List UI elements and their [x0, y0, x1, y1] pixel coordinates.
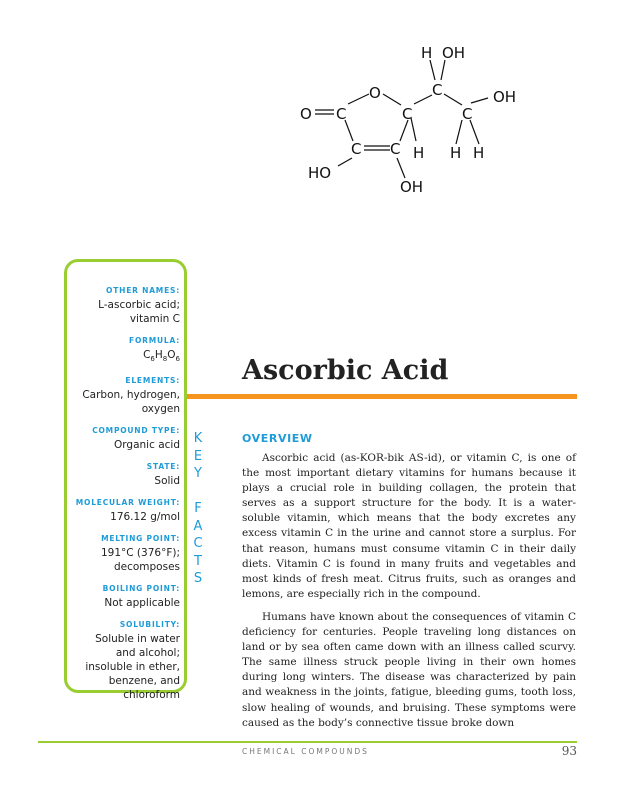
atom-c1: C [336, 105, 347, 123]
fact-other-names [73, 286, 180, 326]
fact-value: Carbon, hydrogen, oxygen [82, 389, 180, 416]
fact-value: Soluble in water and alcohol; insoluble in ether, benzene, and chloroform [85, 633, 180, 702]
atom-c5: C [432, 81, 443, 99]
atom-c3: C [390, 140, 401, 158]
atom-ho-left: HO [308, 164, 332, 182]
page-number: 93 [561, 744, 577, 758]
atom-h-ring: H [413, 144, 425, 162]
footer-rule [38, 741, 577, 743]
atom-h-bottom-1: H [450, 144, 462, 162]
atom-oh-right: OH [493, 88, 517, 106]
fact-label: FORMULA: [129, 336, 180, 345]
atom-oh-bottom: OH [400, 178, 424, 196]
fact-label: BOILING POINT: [102, 584, 180, 594]
key-facts-sidebar [64, 259, 187, 702]
ascorbic-acid-structure-diagram [290, 38, 530, 198]
fact-formula [73, 336, 180, 366]
fact-melting-point [73, 534, 180, 574]
atom-oh-top: OH [442, 44, 466, 62]
fact-label: SOLUBILITY: [119, 620, 180, 630]
section-heading: OVERVIEW [242, 432, 313, 445]
fact-label: OTHER NAMES: [106, 286, 180, 295]
fact-value: Organic acid [114, 439, 180, 452]
fact-molecular-weight [73, 498, 180, 524]
key-facts-vertical-label: K E Y F A C T S [193, 431, 203, 586]
fact-value: Solid [154, 475, 180, 488]
fact-label: MOLECULAR WEIGHT: [75, 498, 180, 508]
fact-elements [73, 376, 180, 416]
page-title: Ascorbic Acid [242, 355, 449, 386]
atom-h-top: H [421, 44, 433, 62]
fact-compound-type [73, 426, 180, 452]
footer-book-title: CHEMICAL COMPOUNDS [242, 747, 369, 756]
fact-label: COMPOUND TYPE: [92, 426, 180, 436]
atom-c2: C [351, 140, 362, 158]
title-divider [187, 394, 577, 399]
article-body [242, 451, 576, 739]
fact-state [73, 462, 180, 488]
fact-boiling-point [73, 584, 180, 610]
fact-value: 176.12 g/mol [110, 511, 180, 524]
fact-value: L-ascorbic acid; vitamin C [98, 299, 180, 325]
fact-label: ELEMENTS: [125, 376, 180, 386]
formula-value: $C_6H_8O_6$ [143, 349, 180, 364]
atom-o-carbonyl: O [300, 105, 312, 123]
atom-c6: C [462, 105, 473, 123]
atom-o-ring: O [369, 84, 381, 102]
paragraph: Humans have known about the consequences of vitamin C deficiency for centuries. People traveling long distances on land or by sea often came down with an illness called scurvy. The same illness struck people living in their own homes during long winters. The disease was characterized by pain and weakness in the joints, fatigue, bleeding gums, tooth loss, slow healing of wounds, and bruising. These symptoms were caused as the body’s connective tissue broke down [242, 610, 576, 729]
fact-value: 191°C (376°F); decomposes [100, 547, 180, 574]
fact-solubility [73, 620, 180, 702]
atom-c4: C [402, 105, 413, 123]
paragraph: Ascorbic acid (as-KOR-bik AS-id), or vitamin C, is one of the most important dietary vitamins for humans because it plays a crucial role in building collagen, the protein that serves as a support structure for the body. It is a water-soluble vitamin, which means that the body excretes any excess vitamin C in the urine and cannot store a surplus. For that reason, humans must consume vitamin C in their daily diets. Vitamin C is found in many fruits and vegetables and most kinds of fresh meat. Citrus fruits, such as oranges and lemons, are especially rich in the compound. [242, 452, 576, 600]
fact-value: Not applicable [104, 597, 180, 610]
fact-label: STATE: [146, 462, 180, 472]
atom-h-bottom-2: H [473, 144, 485, 162]
fact-label: MELTING POINT: [101, 534, 180, 544]
